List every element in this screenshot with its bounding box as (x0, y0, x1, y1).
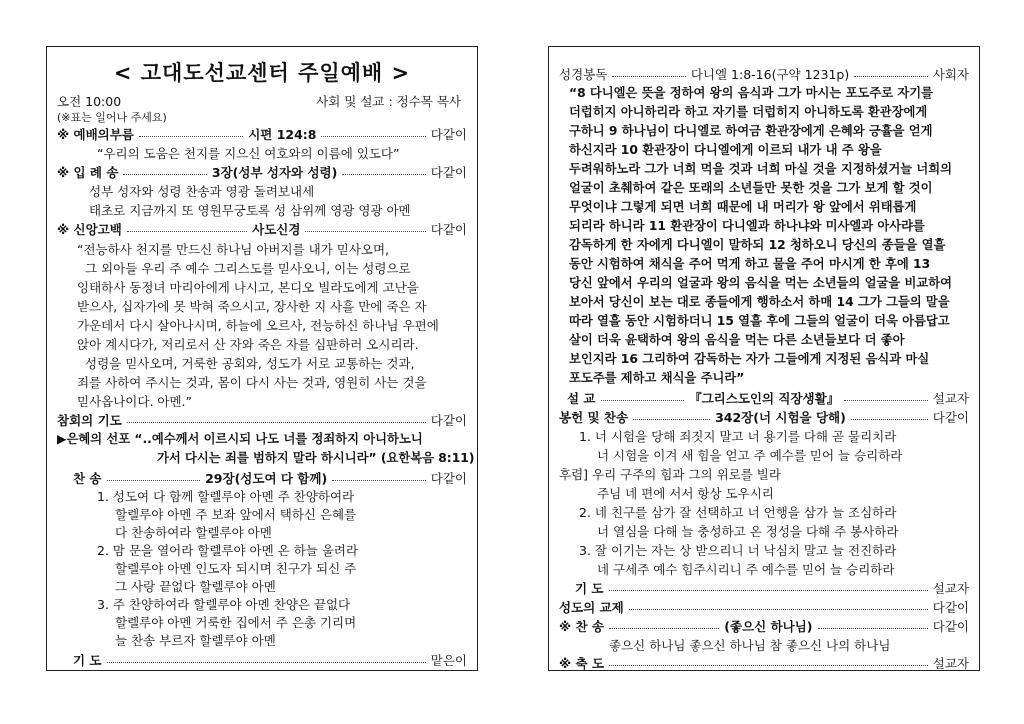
leader-dots (609, 628, 719, 629)
prayer-label: 기 도 (73, 653, 102, 668)
reading-line: 감독하게 한 자에게 다니엘이 말하되 12 청하오니 당신의 종들을 열흘 (569, 238, 946, 252)
leader-dots (633, 419, 710, 420)
response-label: 봉헌 및 찬송 (559, 410, 629, 425)
sermon-row (559, 389, 969, 408)
creed-line: 받으사, 십자가에 못 박혀 죽으시고, 장사한 지 사흘 만에 죽은 자 (77, 299, 427, 314)
reading-line: 되리라 하니라 11 환관장이 다니엘과 하나냐와 미사엘과 아사랴를 (569, 219, 925, 233)
response-line: 3. 잘 이기는 자는 상 받으리니 너 낙심치 말고 늘 전진하라 (579, 543, 897, 558)
leader-dots (609, 590, 928, 591)
reading-line: 살이 더욱 윤택하여 왕의 음식을 먹는 다른 소년들보다 더 좋아 (569, 333, 905, 347)
prayer-row (559, 579, 969, 598)
leader-dots (305, 231, 425, 232)
fellowship-row (559, 598, 969, 617)
reading-line: 동안 시험하여 채식을 주어 먹게 하고 물을 주어 마시게 한 후에 13 (569, 257, 931, 271)
creed-line: 믿사옵나이다. 아멘.” (77, 394, 192, 409)
leader-dots (107, 662, 426, 663)
opening-line: 성부 성자와 성령 찬송과 영광 돌려보내세 (89, 184, 315, 199)
hymn-title: 29장(성도여 다 함께) (205, 471, 328, 486)
prayer-row (57, 651, 467, 670)
reading-line: 더럽히지 아니하리라 하고 자기를 더럽히지 아니하도록 환관장에게 (569, 105, 928, 119)
hymn-line: 1. 성도여 다 함께 할렐루야 아멘 주 찬양하여라 (97, 489, 355, 504)
closing-title: (좋으신 하나님) (724, 619, 813, 634)
creed-title: 사도신경 (252, 222, 301, 237)
grace-declaration-cont: 가서 다시는 죄를 범하지 말라 하시니라” (요한복음 8:11) (157, 451, 475, 465)
opening-label: ※ 입 례 송 (57, 165, 119, 180)
leader-dots (818, 628, 928, 629)
response-title: 342장(너 시험을 당해) (715, 410, 846, 425)
creed-line: 앉아 계시다가, 저리로서 산 자와 죽은 자를 심판하러 오시리라. (77, 337, 419, 352)
response-line: 2. 네 친구를 삼가 잘 선택하고 너 언행을 삼가 늘 조심하라 (579, 505, 897, 520)
prayer-label: 기 도 (575, 581, 604, 596)
creed-label: ※ 신앙고백 (57, 222, 122, 237)
standing-note: (※표는 일어나 주세요) (57, 111, 167, 124)
prayer-by: 맡은이 (430, 653, 467, 668)
prayer-by: 설교자 (932, 581, 969, 596)
reading-line: 두려워하노라 그가 너희 먹을 것과 너희 마실 것을 지정하셨거늘 너희의 (569, 162, 953, 176)
closing-hymn-row (559, 617, 969, 636)
leader-dots (612, 76, 686, 77)
reading-title: 다니엘 1:8-16(구약 1231p) (690, 67, 850, 82)
leader-dots (332, 480, 426, 481)
response-line: 후렴] 우리 구주의 힘과 그의 위로를 빌라 (559, 467, 781, 482)
hymn-by: 다같이 (430, 471, 467, 486)
response-line: 주님 네 편에 서서 항상 도우시리 (597, 486, 774, 501)
scripture-reading-row (559, 65, 969, 84)
call-label: ※ 예배의부름 (57, 127, 134, 142)
reading-line: 따라 열흘 동안 시험하더니 15 열흘 후에 그들의 얼굴이 더욱 아름답고 (569, 314, 950, 328)
repent-label: 참회의 기도 (57, 413, 122, 428)
sermon-by: 설교자 (932, 391, 970, 406)
hymn-line: 3. 주 찬양하여라 할렐루야 아멘 찬양은 끝없다 (97, 597, 351, 612)
fellowship-by: 다같이 (932, 600, 969, 615)
leader-dots (342, 174, 425, 175)
call-to-worship-row (57, 125, 467, 144)
right-bulletin-page (548, 46, 980, 671)
repent-by: 다같이 (430, 413, 467, 428)
offering-hymn-row (559, 408, 969, 427)
service-leader: 사회 및 설교 : 정수목 목사 (316, 94, 461, 109)
benediction-label: ※ 축 도 (559, 656, 605, 671)
hymn-line: 할렐루야 아멘 인도자 되시며 친구가 되신 주 (115, 561, 357, 576)
service-time: 오전 10:00 (57, 94, 122, 109)
hymn-row (57, 469, 467, 488)
opening-title: 3장(성부 성자와 성령) (211, 165, 338, 180)
creed-line: 그 외아들 우리 주 예수 그리스도를 믿사오니, 이는 성령으로 (85, 261, 411, 276)
hymn-line: 그 사랑 끝없다 할렐루야 아멘 (115, 579, 276, 594)
leader-dots (127, 231, 247, 232)
hymn-label: 찬 송 (73, 471, 102, 486)
repentance-prayer-row (57, 411, 467, 430)
creed-by: 다같이 (430, 222, 468, 237)
call-title: 시편 124:8 (248, 127, 317, 142)
fellowship-label: 성도의 교제 (559, 600, 624, 615)
creed-line: 잉태하사 동정녀 마리아에게 나시고, 본디오 빌라도에게 고난을 (77, 280, 419, 295)
closing-text: 좋으신 하나님 좋으신 하나님 참 좋으신 나의 하나님 (609, 638, 891, 653)
creed-line: 가운데서 다시 살아나시며, 하늘에 오르사, 전능하신 하나님 우편에 (77, 318, 439, 333)
creed-row (57, 220, 467, 239)
creed-line: “전능하사 천지를 만드신 하나님 아버지를 내가 믿사오며, (77, 242, 390, 257)
leader-dots (629, 609, 928, 610)
hymn-line: 할렐루야 아멘 주 보좌 앞에서 택하신 은혜를 (115, 507, 357, 522)
leader-dots (321, 136, 425, 137)
creed-line: 죄를 사하여 주시는 것과, 몸이 다시 사는 것과, 영원히 사는 것을 (77, 375, 427, 390)
response-line: 네 구세주 예수 힘주시리니 주 예수를 믿어 늘 승리하라 (597, 562, 895, 577)
left-bulletin-page (46, 46, 478, 671)
reading-by: 사회자 (932, 67, 969, 82)
leader-dots (139, 136, 243, 137)
hymn-line: 2. 맘 문을 열어라 할렐루야 아멘 온 하늘 울려라 (97, 543, 359, 558)
closing-label: ※ 찬 송 (559, 619, 605, 634)
call-by: 다같이 (430, 127, 468, 142)
reading-line: 보인지라 16 그리하여 감독하는 자가 그들에게 지정된 음식과 마실 (569, 352, 930, 366)
leader-dots (854, 76, 928, 77)
leader-dots (127, 422, 426, 423)
response-by: 다같이 (932, 410, 970, 425)
response-line: 너 시험을 이겨 새 힘을 얻고 주 예수를 믿어 늘 승리하라 (597, 448, 903, 463)
opening-line: 태초로 지금까지 또 영원무궁토록 성 삼위께 영광 영광 아멘 (89, 203, 411, 218)
response-line: 1. 너 시험을 당해 죄짓지 말고 너 용기를 다해 곧 물리치라 (579, 429, 897, 444)
reading-line: 무엇이냐 그렇게 되면 너희 때문에 내 머리가 왕 앞에서 위태롭게 (569, 200, 917, 214)
creed-line: 성령을 믿사오며, 거룩한 공회와, 성도가 서로 교통하는 것과, (85, 356, 415, 371)
opening-by: 다같이 (430, 165, 468, 180)
hymn-line: 할렐루야 아멘 거룩한 집에서 주 은총 기리며 (115, 615, 357, 630)
benediction-by: 설교자 (932, 656, 969, 671)
leader-dots (609, 665, 928, 666)
hymn-line: 늘 찬송 부르자 할렐루야 아멘 (115, 633, 276, 648)
page-title: < 고대도선교센터 주일예배 > (113, 61, 411, 85)
call-text: “우리의 도움은 천지를 지으신 여호와의 이름에 있도다” (97, 146, 400, 161)
reading-line: 보아서 당신이 보는 대로 종들에게 행하소서 하매 14 그가 그들의 말을 (569, 295, 950, 309)
reading-line: 구하니 9 하나님이 다니엘로 하여금 환관장에게 은혜와 긍휼을 얻게 (569, 124, 933, 138)
sermon-label: 설 교 (567, 391, 596, 406)
reading-line: 당신 앞에서 우리의 얼굴과 왕의 음식을 먹는 소년들의 얼굴을 비교하여 (569, 276, 953, 290)
reading-label: 성경봉독 (559, 67, 608, 82)
benediction-row (559, 654, 969, 673)
hymn-line: 다 찬송하여라 할렐루야 아멘 (115, 525, 272, 540)
leader-dots (107, 480, 201, 481)
leader-dots (844, 400, 928, 401)
leader-dots (123, 174, 206, 175)
reading-line: 얼굴이 초췌하여 같은 또래의 소년들만 못한 것을 그가 보게 할 것이 (569, 181, 933, 195)
closing-by: 다같이 (932, 619, 970, 634)
leader-dots (851, 419, 928, 420)
reading-line: 하신지라 10 환관장이 다니엘에게 이르되 내가 내 주 왕을 (569, 143, 882, 157)
response-line: 너 열심을 다해 늘 충성하고 온 정성을 다해 주 봉사하라 (597, 524, 899, 539)
grace-declaration: ▶은혜의 선포 “..예수께서 이르시되 나도 너를 정죄하지 아니하노니 (57, 432, 423, 446)
leader-dots (601, 400, 685, 401)
reading-line: 포도주를 제하고 채식을 주니라” (569, 371, 745, 385)
opening-hymn-row (57, 163, 467, 182)
sermon-title: 『그리스도인의 직장생활』 (689, 391, 840, 406)
reading-line: “8 다니엘은 뜻을 정하여 왕의 음식과 그가 마시는 포도주로 자기를 (569, 86, 934, 100)
